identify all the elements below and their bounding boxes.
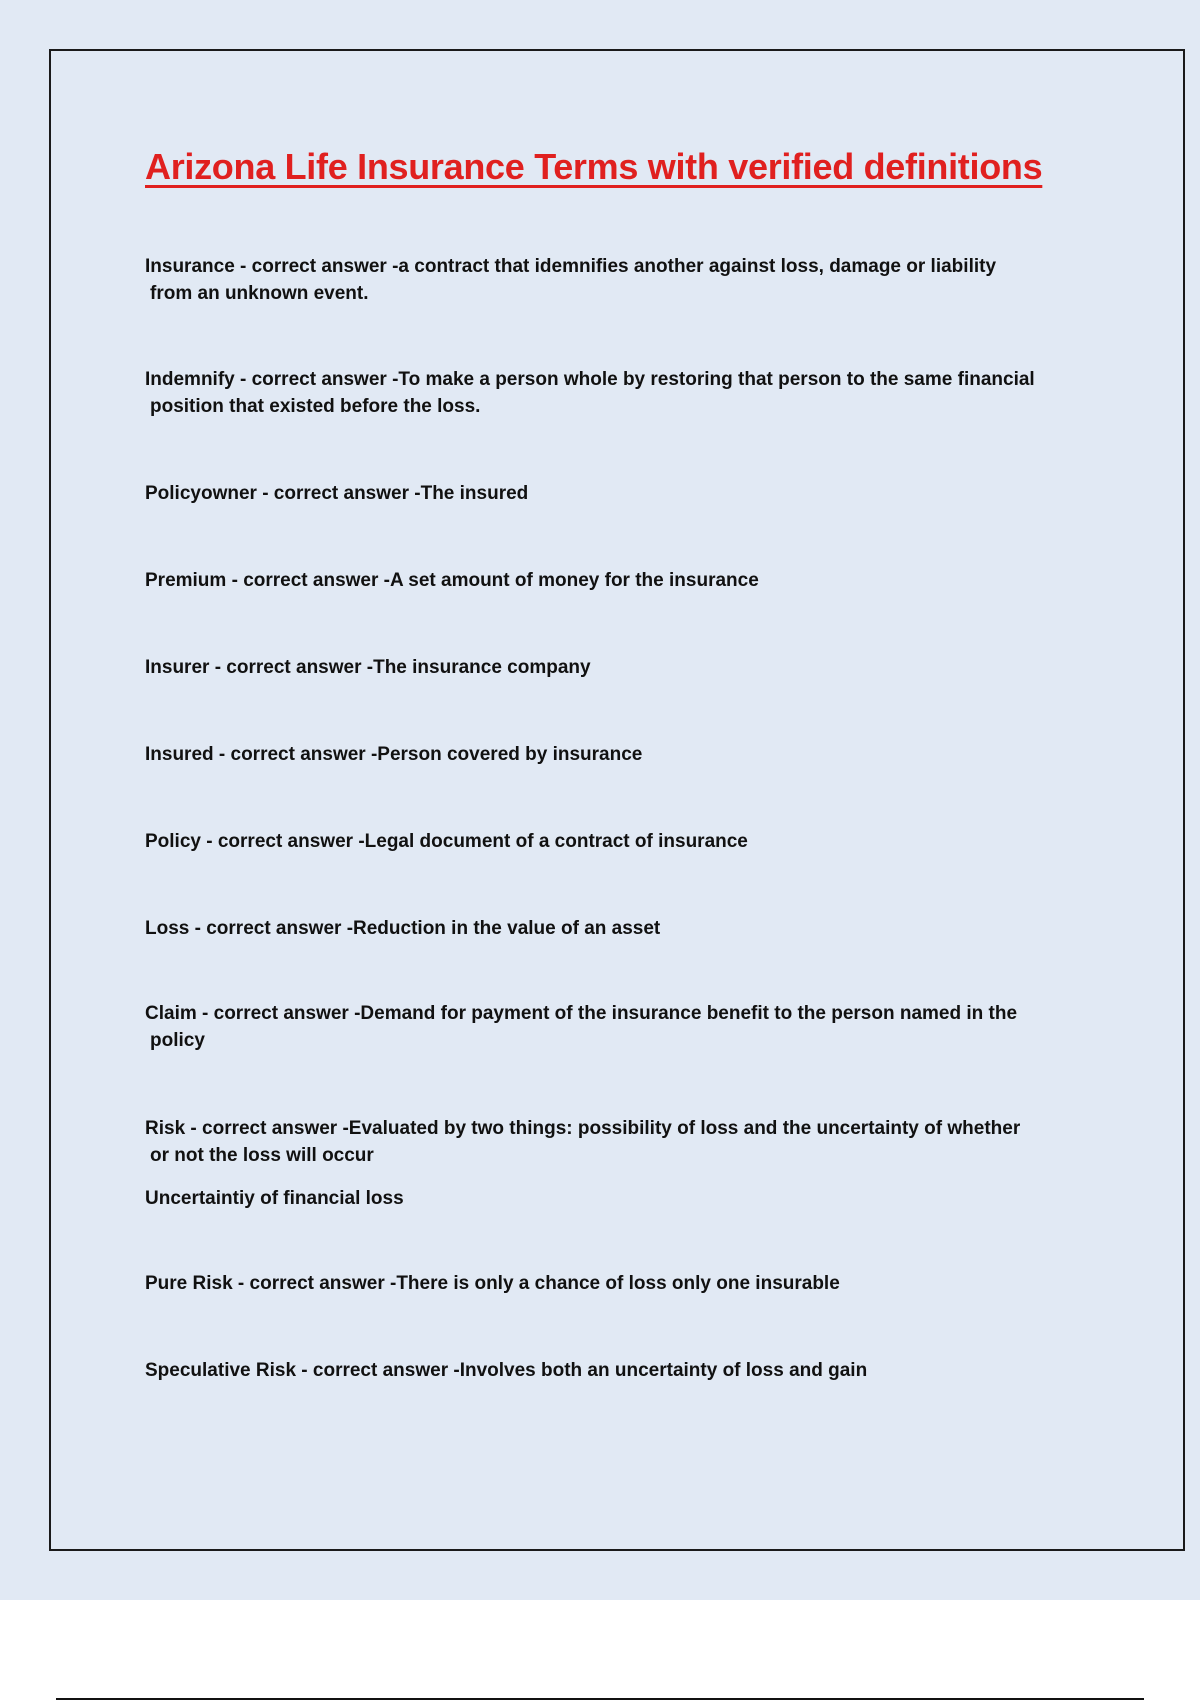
term-speculative-risk (145, 1357, 1090, 1384)
term-line-continued: position that existed before the loss. (150, 396, 481, 417)
term-line: Insured - correct answer -Person covered by insurance (145, 744, 643, 765)
term-claim (145, 1000, 1090, 1054)
term-indemnify (145, 366, 1090, 420)
term-line: Insurer - correct answer -The insurance company (145, 657, 591, 678)
term-policyowner (145, 480, 1090, 507)
term-line: Claim - correct answer -Demand for payment of the insurance benefit to the person named in the (145, 1003, 1018, 1024)
term-line-continued: from an unknown event. (150, 283, 369, 304)
term-line: Pure Risk - correct answer -There is only a chance of loss only one insurable (145, 1273, 840, 1294)
page-title: Arizona Life Insurance Terms with verified definitions (145, 146, 1043, 187)
term-line: Uncertaintiy of financial loss (145, 1188, 404, 1209)
term-premium (145, 567, 1090, 594)
term-risk (145, 1115, 1090, 1169)
term-insured (145, 741, 1090, 768)
term-policy (145, 828, 1090, 855)
term-loss (145, 915, 1090, 942)
term-line: Speculative Risk - correct answer -Involves both an uncertainty of loss and gain (145, 1360, 868, 1381)
term-line-continued: policy (150, 1030, 205, 1051)
term-line-continued: or not the loss will occur (150, 1145, 374, 1166)
term-line: Risk - correct answer -Evaluated by two things: possibility of loss and the uncertainty of whether (145, 1118, 1021, 1139)
term-insurer (145, 654, 1090, 681)
term-line: Policy - correct answer -Legal document of a contract of insurance (145, 831, 748, 852)
term-pure-risk (145, 1270, 1090, 1297)
term-insurance (145, 253, 1090, 307)
term-line: Loss - correct answer -Reduction in the value of an asset (145, 918, 661, 939)
term-line: Indemnify - correct answer -To make a person whole by restoring that person to the same financial (145, 369, 1035, 390)
term-line: Premium - correct answer -A set amount of money for the insurance (145, 570, 759, 591)
term-uncertainty-note (145, 1185, 1090, 1212)
term-line: Policyowner - correct answer -The insured (145, 483, 529, 504)
term-line: Insurance - correct answer -a contract that idemnifies another against loss, damage or liability (145, 256, 997, 277)
